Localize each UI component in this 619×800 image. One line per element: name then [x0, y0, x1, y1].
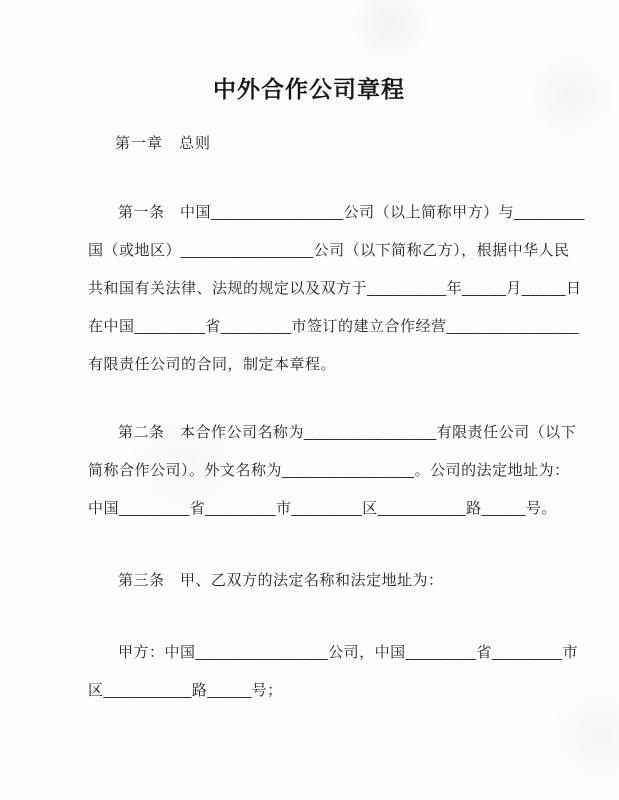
text-line: 简称合作公司）。外文名称为_______________。公司的法定地址为： [88, 462, 570, 479]
document-title: 中外合作公司章程 [213, 76, 405, 102]
text-line: 第二条 本合作公司名称为_______________有限责任公司（以下 [118, 424, 577, 441]
chapter-heading: 第一章 总则 [115, 135, 212, 152]
text-line: 第一条 中国_______________公司（以上简称甲方）与________ [118, 204, 585, 221]
text-line: 甲方：中国_______________公司，中国________省________市 [118, 644, 579, 661]
text-line: 有限责任公司的合同，制定本章程。 [88, 356, 337, 373]
text-line: 中国________省________市________区__________路_____号。 [88, 500, 557, 517]
article-1 [88, 194, 585, 384]
article-3 [88, 562, 530, 600]
text-line: 第三条 甲、乙双方的法定名称和法定地址为： [118, 572, 444, 589]
party-a-address-clause [88, 634, 579, 710]
text-line: 国（或地区）_______________公司（以下简称乙方），根据中华人民 [88, 242, 570, 259]
text-line: 共和国有关法律、法规的规定以及双方于_________年_____月_____日 [88, 280, 582, 297]
article-2 [88, 414, 577, 528]
text-line: 区__________路_____号； [88, 682, 283, 699]
text-line: 在中国________省________市签订的建立合作经营_______________ [88, 318, 580, 335]
